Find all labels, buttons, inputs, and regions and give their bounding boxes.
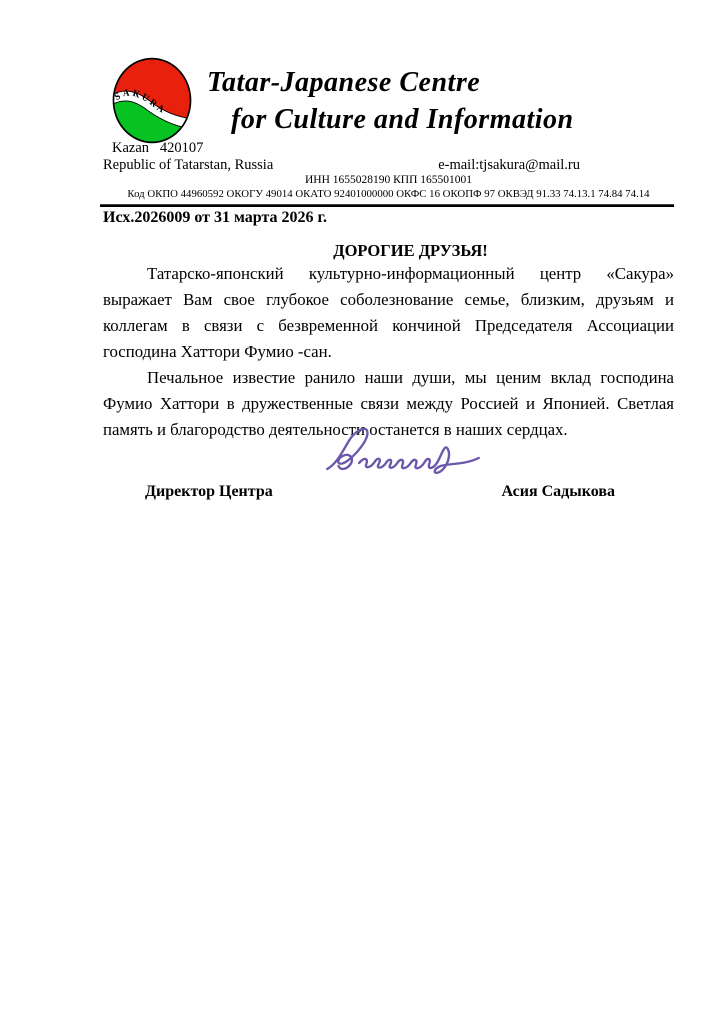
- header-divider-rule: [100, 204, 674, 207]
- letter-body: [103, 241, 674, 443]
- body-paragraph-1: Татарско-японский культурно-информационный центр «Сакура» выражает Вам свое глубокое соболезнование семье, близким, друзьям и коллегам в связи с безвременной кончиной Председателя Ассоциации господина Хаттори Фумио -сан.: [103, 264, 674, 361]
- country-line: Republic of Tatarstan, Russia: [103, 157, 274, 173]
- inn-kpp-line: ИНН 1655028190 КПП 165501001: [304, 174, 473, 186]
- org-title-line2: for Culture and Information: [231, 104, 574, 135]
- body-paragraph-2: Печальное известие ранило наши души, мы ценим вклад господина Фумио Хаттори в дружественные связи между Россией и Японией. Светлая память и благородство деятельности останется в наших сердцах.: [103, 368, 674, 439]
- letterhead-address-block: [103, 140, 674, 200]
- signer-title: Директор Центра: [145, 483, 273, 500]
- city-line: Kazan 420107: [112, 140, 204, 156]
- ref-number-line: Исх.2026009 от 31 марта 2026 г.: [103, 209, 327, 226]
- sakura-logo-text: SAKURA: [113, 88, 168, 117]
- okpo-codes-line: Код ОКПО 44960592 ОКОГУ 49014 ОКАТО 92401000000 ОКФС 16 ОКОПФ 97 ОКВЭД 91.33 74.13.1 74.84 74.14: [127, 188, 650, 200]
- org-title-line1: Tatar-Japanese Centre: [207, 67, 481, 98]
- sakura-logo-icon: [111, 56, 193, 145]
- signature-image: [322, 417, 487, 479]
- signer-name: Асия Садыкова: [501, 483, 615, 500]
- email-text: e-mail:tjsakura@mail.ru: [438, 157, 580, 173]
- org-title: [207, 64, 687, 138]
- salutation-heading: ДОРОГИЕ ДРУЗЬЯ!: [333, 241, 488, 260]
